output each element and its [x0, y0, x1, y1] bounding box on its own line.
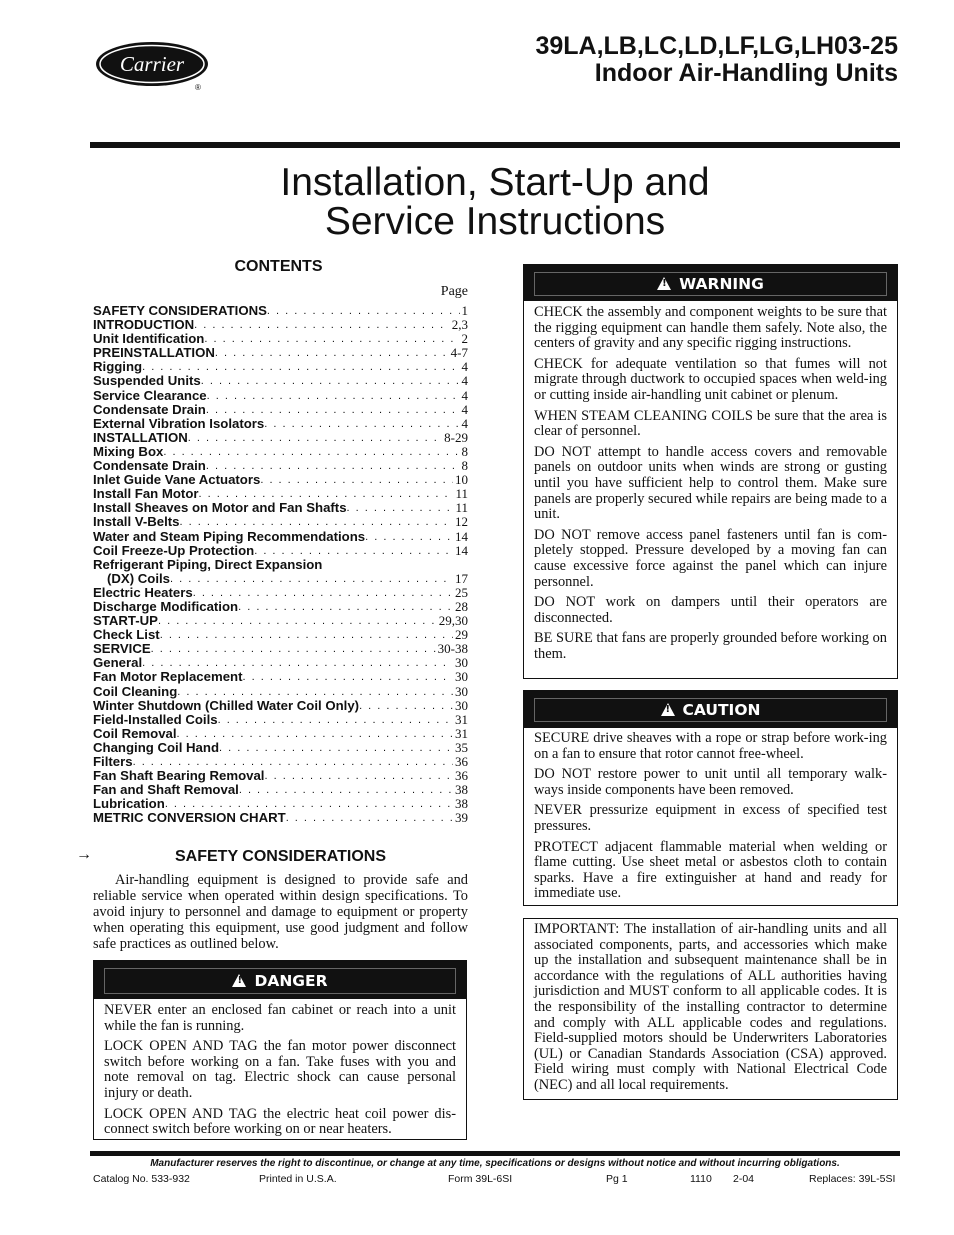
toc-entry-page: 2,3 [451, 318, 468, 333]
toc-dot-leader [206, 403, 460, 417]
toc-entry-label: Suspended Units [93, 374, 201, 389]
toc-entry [93, 417, 468, 431]
toc-entry-label: Rigging [93, 360, 143, 375]
toc-entry-label: Condensate Drain [93, 402, 206, 417]
toc-dot-leader [194, 318, 450, 332]
toc-entry-page: 36 [455, 755, 468, 769]
toc-entry [93, 572, 468, 586]
toc-dot-leader [142, 360, 459, 374]
warning-paragraph: DO NOT remove access panel fasteners until fan is com-pletely stopped. Pressure developed by a moving fan can cause excessive force against the panel which can injure personnel. [534, 526, 887, 590]
toc-entry-label: Fan and Shaft Removal [93, 783, 239, 798]
toc-entry [93, 431, 468, 445]
toc-dot-leader [151, 642, 436, 656]
important-box [523, 918, 898, 1100]
document-title [90, 163, 900, 241]
caution-label-bar [534, 698, 887, 722]
warning-label-bar [534, 272, 887, 296]
toc-entry-page: 17 [455, 571, 468, 586]
toc-entry-page: 36 [455, 769, 468, 784]
toc-entry-page: 39 [455, 811, 468, 826]
toc-dot-leader [218, 713, 453, 727]
product-line: Indoor Air-Handling Units [594, 59, 898, 87]
toc-entry-label: Install Sheaves on Motor and Fan Shafts [93, 501, 347, 516]
toc-entry [93, 727, 468, 741]
logo-text: Carrier [119, 52, 185, 76]
toc-entry-page: 4 [461, 374, 468, 389]
toc-entry-label: Electric Heaters [93, 585, 193, 600]
toc-entry [93, 346, 468, 360]
toc-entry [93, 332, 468, 346]
toc-entry-label: Lubrication [93, 797, 165, 812]
toc-entry [93, 501, 468, 515]
toc-dot-leader [322, 558, 466, 572]
toc-entry-label: Water and Steam Piping Recommendations [93, 529, 366, 544]
warning-header-bar [524, 265, 897, 301]
toc-dot-leader [238, 600, 453, 614]
contents-section [93, 258, 468, 825]
toc-dot-leader [193, 586, 453, 600]
danger-label-bar [104, 968, 456, 994]
important-text: IMPORTANT: The installation of air-handling units and all associated components, parts, and accessories which make up the installation and subsequent maintenance shall be in accordance with the regulations of ALL authorities having jurisdiction and MUST conform to all applicable codes. It is the responsibility of the installing contractor to determine and comply with ALL applicable codes and regulations. Field-supplied motors should be Underwriters Laboratories (UL) or Canadian Standards Association (CSA) approved. Field wiring must comply with National Electrical Code (NEC) and all local requirements. [534, 921, 887, 1093]
safety-heading: SAFETY CONSIDERATIONS [175, 848, 386, 865]
toc-entry-page: 38 [455, 797, 468, 812]
toc-dot-leader [286, 811, 453, 825]
toc-dot-leader [347, 501, 454, 515]
toc-entry-label: General [93, 656, 143, 671]
toc-dot-leader [264, 417, 459, 431]
toc-entry-label: Changing Coil Hand [93, 740, 220, 755]
warning-paragraph: BE SURE that fans are properly grounded before working on them. [534, 630, 887, 662]
toc-entry [93, 586, 468, 600]
toc-entry [93, 783, 468, 797]
toc-entry-page: 10 [455, 473, 468, 488]
toc-entry-label: Coil Cleaning [93, 684, 178, 699]
toc-entry-page: 4 [461, 402, 468, 417]
toc-dot-leader [365, 530, 453, 544]
danger-paragraph: LOCK OPEN AND TAG the fan motor power disconnect switch before working on a fan. Take fuses with you and note removal on tag. Electric shock can cause personal injury or death. [104, 1038, 456, 1101]
toc-entry-page: 29,30 [438, 614, 468, 629]
toc-entry-label: (DX) Coils [107, 571, 171, 586]
toc-entry-label: START-UP [93, 614, 158, 629]
danger-body [104, 1003, 456, 1143]
toc-entry-label: Coil Freeze-Up Protection [93, 543, 255, 558]
danger-label: DANGER [254, 972, 328, 990]
toc-entry-page: 30 [455, 684, 468, 699]
toc-entry-page: 2 [461, 332, 468, 347]
toc-entry [93, 642, 468, 656]
change-marker-arrow: → [76, 846, 92, 863]
toc-entry-label: SERVICE [93, 642, 151, 657]
toc-entry-page: 30 [455, 656, 468, 671]
toc-entry-label: Refrigerant Piping, Direct Expansion [93, 557, 323, 572]
disclaimer: Manufacturer reserves the right to discontinue, or change at any time, specifications or designs without notice and without incurring obligations. [150, 1158, 840, 1169]
toc-dot-leader [239, 783, 453, 797]
toc-entry-label: Inlet Guide Vane Actuators [93, 473, 261, 488]
toc-entry [93, 318, 468, 332]
toc-entry-page: 1 [461, 304, 468, 318]
toc-dot-leader [142, 656, 453, 670]
warning-paragraph: CHECK for adequate ventilation so that fumes will not migrate through ductwork to occupied spaces when weld-ing or cutting inside air-handling unit cabinet or plenum. [534, 355, 887, 403]
toc-entry-page: 4 [461, 416, 468, 431]
print-code: 1110 [690, 1173, 712, 1185]
toc-entry-label: Discharge Modification [93, 599, 239, 614]
toc-entry [93, 699, 468, 713]
toc-dot-leader [179, 515, 453, 529]
toc-dot-leader [267, 304, 460, 318]
toc-dot-leader [160, 628, 453, 642]
caution-box [523, 690, 898, 906]
toc-entry-page: 25 [455, 585, 468, 600]
toc-entry-page: 14 [455, 543, 468, 558]
toc-entry [93, 558, 468, 572]
toc-entry-page: 8 [461, 444, 468, 459]
title-line-2: Service Instructions [324, 200, 666, 243]
toc-entry [93, 614, 468, 628]
toc-entry-page: 30 [455, 670, 468, 685]
warning-triangle-icon [657, 277, 671, 290]
toc-dot-leader [206, 459, 460, 473]
warning-box [523, 264, 898, 679]
toc-entry [93, 628, 468, 642]
toc-entry-page: 28 [455, 599, 468, 614]
toc-entry-label: PREINSTALLATION [93, 346, 215, 361]
bottom-rule [90, 1151, 900, 1156]
table-of-contents [93, 304, 468, 825]
toc-entry-label: External Vibration Isolators [93, 416, 265, 431]
toc-dot-leader [165, 797, 453, 811]
toc-dot-leader [177, 727, 453, 741]
title-line-1: Installation, Start-Up and [280, 161, 710, 204]
toc-entry [93, 769, 468, 783]
toc-entry-label: Winter Shutdown (Chilled Water Coil Only) [93, 698, 360, 713]
toc-dot-leader [260, 473, 453, 487]
toc-entry-label: Install V-Belts [93, 515, 180, 530]
toc-entry [93, 304, 468, 318]
danger-paragraph: LOCK OPEN AND TAG the electric heat coil power dis-connect switch before working on or near heaters. [104, 1105, 456, 1138]
toc-entry-label: Field-Installed Coils [93, 712, 218, 727]
warning-paragraph: WHEN STEAM CLEANING COILS be sure that the area is clear of personnel. [534, 407, 887, 440]
toc-entry [93, 755, 468, 769]
warning-paragraph: CHECK the assembly and component weights to be sure that the rigging equipment can handle them safely. Note also, the centers of gravity and any specific rigging instructions. [534, 304, 887, 352]
toc-entry-label: Unit Identification [93, 332, 205, 347]
toc-entry [93, 530, 468, 544]
carrier-logo [94, 40, 212, 92]
page-column-label: Page [440, 284, 468, 299]
toc-entry-page: 38 [455, 783, 468, 798]
toc-dot-leader [133, 755, 453, 769]
toc-entry [93, 374, 468, 388]
toc-dot-leader [158, 614, 437, 628]
caution-paragraph: NEVER pressurize equipment in excess of specified test pressures. [534, 802, 887, 834]
warning-body [534, 305, 887, 667]
toc-entry [93, 685, 468, 699]
toc-entry-page: 30-38 [437, 642, 468, 657]
toc-entry-page: 4 [461, 388, 468, 403]
toc-entry-page: 30 [455, 698, 468, 713]
model-line: 39LA,LB,LC,LD,LF,LG,LH03-25 [535, 32, 898, 60]
toc-dot-leader [188, 431, 442, 445]
toc-entry-page: 14 [455, 529, 468, 544]
toc-entry-page: 12 [455, 515, 468, 530]
warning-paragraph: DO NOT attempt to handle access covers and removable panels on outdoor units when winds are strong or gusting until you have sufficient help to control them. Make sure panels are properly secured while repairs are being made to a unit. [534, 443, 887, 523]
toc-entry-label: Install Fan Motor [93, 487, 199, 502]
danger-box [93, 960, 467, 1140]
toc-entry-page: 35 [455, 740, 468, 755]
toc-entry-label: Fan Shaft Bearing Removal [93, 769, 265, 784]
toc-entry [93, 487, 468, 501]
toc-entry-page: 4 [461, 360, 468, 375]
danger-paragraph: NEVER enter an enclosed fan cabinet or reach into a unit while the fan is running. [104, 1002, 456, 1034]
warning-paragraph: DO NOT work on dampers until their operators are disconnected. [534, 594, 887, 626]
toc-entry-label: METRIC CONVERSION CHART [93, 811, 286, 826]
top-rule [90, 142, 900, 148]
toc-entry-page: 29 [455, 628, 468, 643]
warning-triangle-icon [661, 703, 675, 716]
toc-entry-label: Mixing Box [93, 444, 164, 459]
toc-dot-leader [163, 445, 459, 459]
toc-entry-label: Fan Motor Replacement [93, 670, 243, 685]
footer [93, 1173, 901, 1187]
caution-paragraph: PROTECT adjacent flammable material when welding or flame cutting. Use sheet metal or asbestos cloth to contain sparks. Have a fire extinguisher at hand and ready for immediate use. [534, 838, 887, 902]
caution-body [534, 731, 887, 907]
page-number: Pg 1 [606, 1173, 628, 1185]
toc-entry-page: 4-7 [450, 346, 468, 361]
toc-dot-leader [177, 685, 453, 699]
toc-dot-leader [359, 699, 453, 713]
warning-triangle-icon [232, 974, 246, 987]
toc-entry [93, 360, 468, 374]
form-number: Form 39L-6SI [448, 1173, 513, 1185]
toc-entry-page: 11 [455, 487, 468, 502]
toc-entry [93, 811, 468, 825]
toc-entry [93, 403, 468, 417]
toc-entry [93, 544, 468, 558]
toc-dot-leader [242, 670, 453, 684]
caution-paragraph: DO NOT restore power to unit until all temporary walk-ways inside components have been removed. [534, 766, 887, 798]
toc-dot-leader [207, 389, 460, 403]
toc-dot-leader [219, 741, 453, 755]
toc-entry-page [466, 558, 468, 572]
catalog-number: Catalog No. 533-932 [93, 1173, 190, 1185]
contents-heading: CONTENTS [234, 258, 323, 275]
toc-entry [93, 389, 468, 403]
registered-mark: ® [195, 83, 201, 92]
caution-paragraph: SECURE drive sheaves with a rope or strap before work-ing on a fan to ensure that rotor cannot free-wheel. [534, 730, 887, 762]
toc-dot-leader [264, 769, 453, 783]
toc-dot-leader [254, 544, 453, 558]
toc-entry-label: Check List [93, 628, 160, 643]
warning-label: WARNING [679, 275, 764, 293]
toc-entry-label: INSTALLATION [93, 430, 188, 445]
toc-entry-page: 11 [455, 501, 468, 516]
toc-entry [93, 713, 468, 727]
toc-entry-label: Service Clearance [93, 388, 207, 403]
toc-entry [93, 473, 468, 487]
toc-entry-label: Condensate Drain [93, 459, 206, 474]
safety-paragraph: Air-handling equipment is designed to provide safe and reliable service when operated within design specifications. To avoid injury to personnel and damage to equipment or property when operating this equipment, use good judgment and follow safe practices as outlined below. [93, 872, 468, 952]
header-title [535, 33, 898, 87]
toc-entry-page: 8-29 [444, 430, 468, 445]
toc-entry [93, 797, 468, 811]
toc-entry [93, 670, 468, 684]
toc-entry-label: Coil Removal [93, 726, 177, 741]
replaces: Replaces: 39L-5SI [809, 1173, 896, 1185]
toc-entry-label: INTRODUCTION [93, 318, 195, 333]
toc-dot-leader [201, 374, 460, 388]
toc-entry-page: 8 [461, 459, 468, 474]
toc-entry [93, 600, 468, 614]
toc-entry-label: Filters [93, 755, 133, 769]
printed-in: Printed in U.S.A. [259, 1173, 337, 1185]
toc-entry-page: 31 [455, 726, 468, 741]
toc-entry [93, 445, 468, 459]
toc-entry [93, 656, 468, 670]
toc-entry [93, 459, 468, 473]
toc-entry [93, 741, 468, 755]
toc-entry-page: 31 [455, 712, 468, 727]
print-date: 2-04 [733, 1173, 755, 1185]
toc-entry-label: SAFETY CONSIDERATIONS [93, 304, 267, 318]
caution-label: CAUTION [682, 701, 761, 719]
toc-dot-leader [215, 346, 449, 360]
toc-dot-leader [204, 332, 459, 346]
toc-dot-leader [199, 487, 454, 501]
danger-header-bar [94, 961, 466, 999]
toc-entry [93, 515, 468, 529]
caution-header-bar [524, 691, 897, 728]
toc-dot-leader [170, 572, 453, 586]
